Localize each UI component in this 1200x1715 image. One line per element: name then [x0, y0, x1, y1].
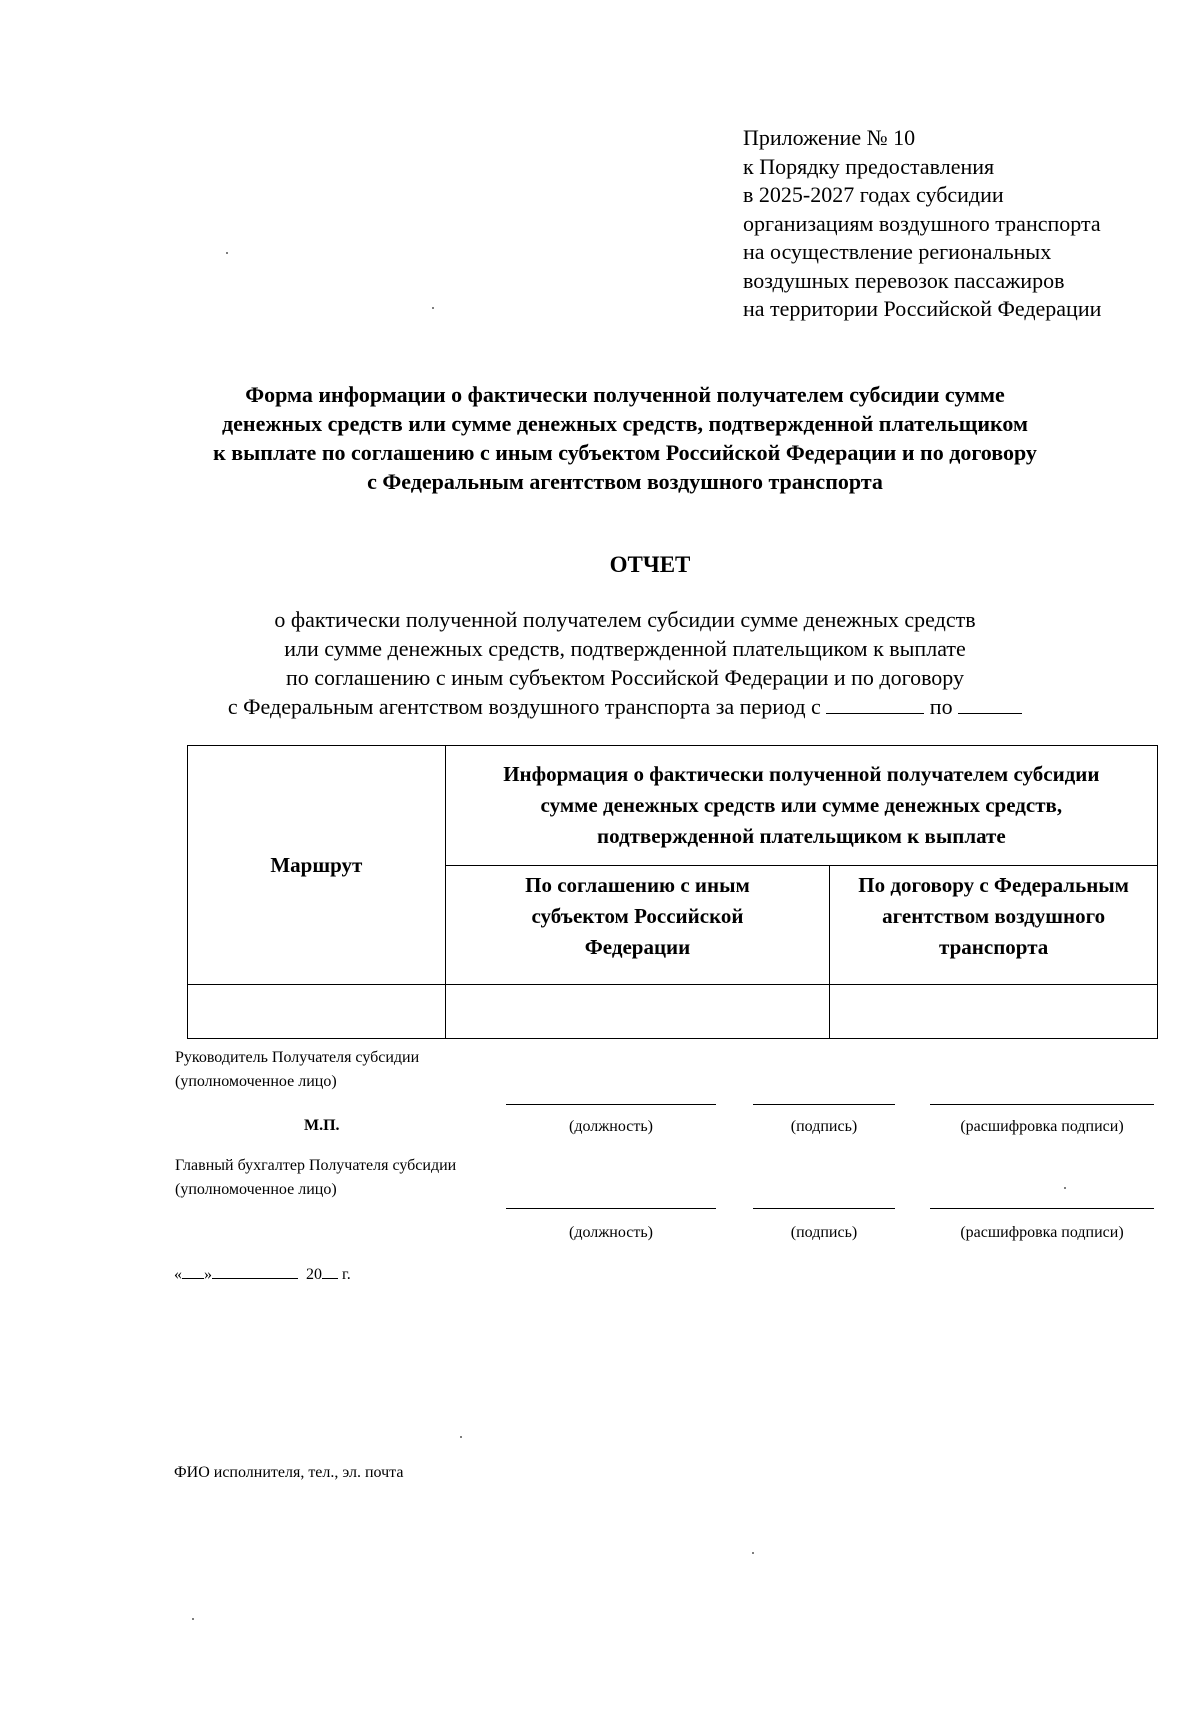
- decoding-caption: (расшифровка подписи): [960, 1224, 1124, 1241]
- annex-line: в 2025-2027 годах субсидии: [743, 182, 1004, 207]
- annex-line: к Порядку предоставления: [743, 153, 995, 179]
- head-signature-line[interactable]: [753, 1104, 895, 1105]
- report-line: или сумме денежных средств, подтвержденной плательщиком к выплате: [284, 636, 966, 661]
- executor-label: ФИО исполнителя, тел., эл. почта: [174, 1464, 404, 1481]
- contract-cell[interactable]: [830, 985, 1158, 1039]
- date-open-quote: «: [174, 1266, 182, 1283]
- report-subtitle: [130, 605, 1120, 721]
- date-line: [174, 1264, 351, 1284]
- contract-column-header: По договору с Федеральным агентством воздушного транспорта: [830, 866, 1158, 985]
- scan-speck: [432, 307, 434, 309]
- scan-speck: [1064, 1187, 1066, 1189]
- form-title: [130, 380, 1120, 496]
- route-cell[interactable]: [188, 985, 446, 1039]
- annex-line: на осуществление региональных: [743, 239, 1052, 264]
- annex-line: на территории Российской Федерации: [743, 296, 1102, 321]
- position-caption: (должность): [569, 1118, 653, 1135]
- annex-line: организациям воздушного транспорта: [743, 210, 1101, 236]
- date-day-blank[interactable]: [182, 1264, 204, 1279]
- scan-speck: [226, 252, 228, 254]
- form-title-line: Форма информации о фактически полученной получателем субсидии сумме: [245, 382, 1005, 407]
- agreement-column-header: По соглашению с иным субъектом Российской Федерации: [445, 866, 830, 985]
- seal-label: М.П.: [304, 1117, 340, 1134]
- report-period-line: [130, 692, 1120, 721]
- agreement-cell[interactable]: [445, 985, 830, 1039]
- decoding-caption: (расшифровка подписи): [960, 1118, 1124, 1135]
- position-caption: (должность): [569, 1224, 653, 1241]
- annex-header: [743, 124, 1101, 324]
- info-header: Информация о фактически полученной получателем субсидии сумме денежных средств или сумме денежных средств, подтвержденной плательщиком к выплате: [445, 746, 1157, 866]
- accountant-label-sub: (уполномоченное лицо): [175, 1181, 337, 1198]
- head-label-sub: (уполномоченное лицо): [175, 1073, 337, 1090]
- table-row: [188, 985, 1158, 1039]
- period-prefix: с Федеральным агентством воздушного транспорта за период с: [227, 694, 821, 719]
- accountant-signature-line[interactable]: [753, 1208, 895, 1209]
- form-title-line: к выплате по соглашению с иным субъектом Российской Федерации и по договору: [213, 440, 1037, 465]
- date-month-blank[interactable]: [212, 1264, 298, 1279]
- form-title-line: денежных средств или сумме денежных средств, подтвержденной плательщиком: [222, 411, 1028, 436]
- scan-speck: [752, 1552, 754, 1554]
- scan-speck: [192, 1618, 194, 1620]
- report-line: по соглашению с иным субъектом Российской Федерации и по договору: [285, 665, 965, 690]
- report-title: ОТЧЕТ: [609, 552, 691, 577]
- date-year-blank[interactable]: [322, 1264, 338, 1279]
- accountant-position-line[interactable]: [506, 1208, 716, 1209]
- date-close-quote: »: [204, 1266, 212, 1283]
- head-decoding-line[interactable]: [930, 1104, 1154, 1105]
- date-year-suffix: г.: [342, 1266, 351, 1283]
- accountant-decoding-line[interactable]: [930, 1208, 1154, 1209]
- signature-caption: (подпись): [790, 1118, 858, 1135]
- route-header: Маршрут: [188, 746, 446, 985]
- signature-caption: (подпись): [790, 1224, 858, 1241]
- scan-speck: [460, 1436, 462, 1438]
- form-title-line: с Федеральным агентством воздушного транспорта: [367, 469, 883, 494]
- report-line: о фактически полученной получателем субсидии сумме денежных средств: [274, 607, 976, 632]
- annex-line: Приложение № 10: [743, 125, 916, 150]
- head-label: Руководитель Получателя субсидии: [175, 1049, 420, 1066]
- period-from-blank[interactable]: [826, 695, 924, 714]
- date-year-prefix: 20: [306, 1266, 322, 1283]
- annex-line: воздушных перевозок пассажиров: [743, 267, 1065, 293]
- period-to-label: по: [929, 694, 953, 719]
- head-position-line[interactable]: [506, 1104, 716, 1105]
- period-to-blank[interactable]: [958, 695, 1022, 714]
- report-table: [187, 745, 1158, 1039]
- accountant-label: Главный бухгалтер Получателя субсидии: [175, 1157, 457, 1174]
